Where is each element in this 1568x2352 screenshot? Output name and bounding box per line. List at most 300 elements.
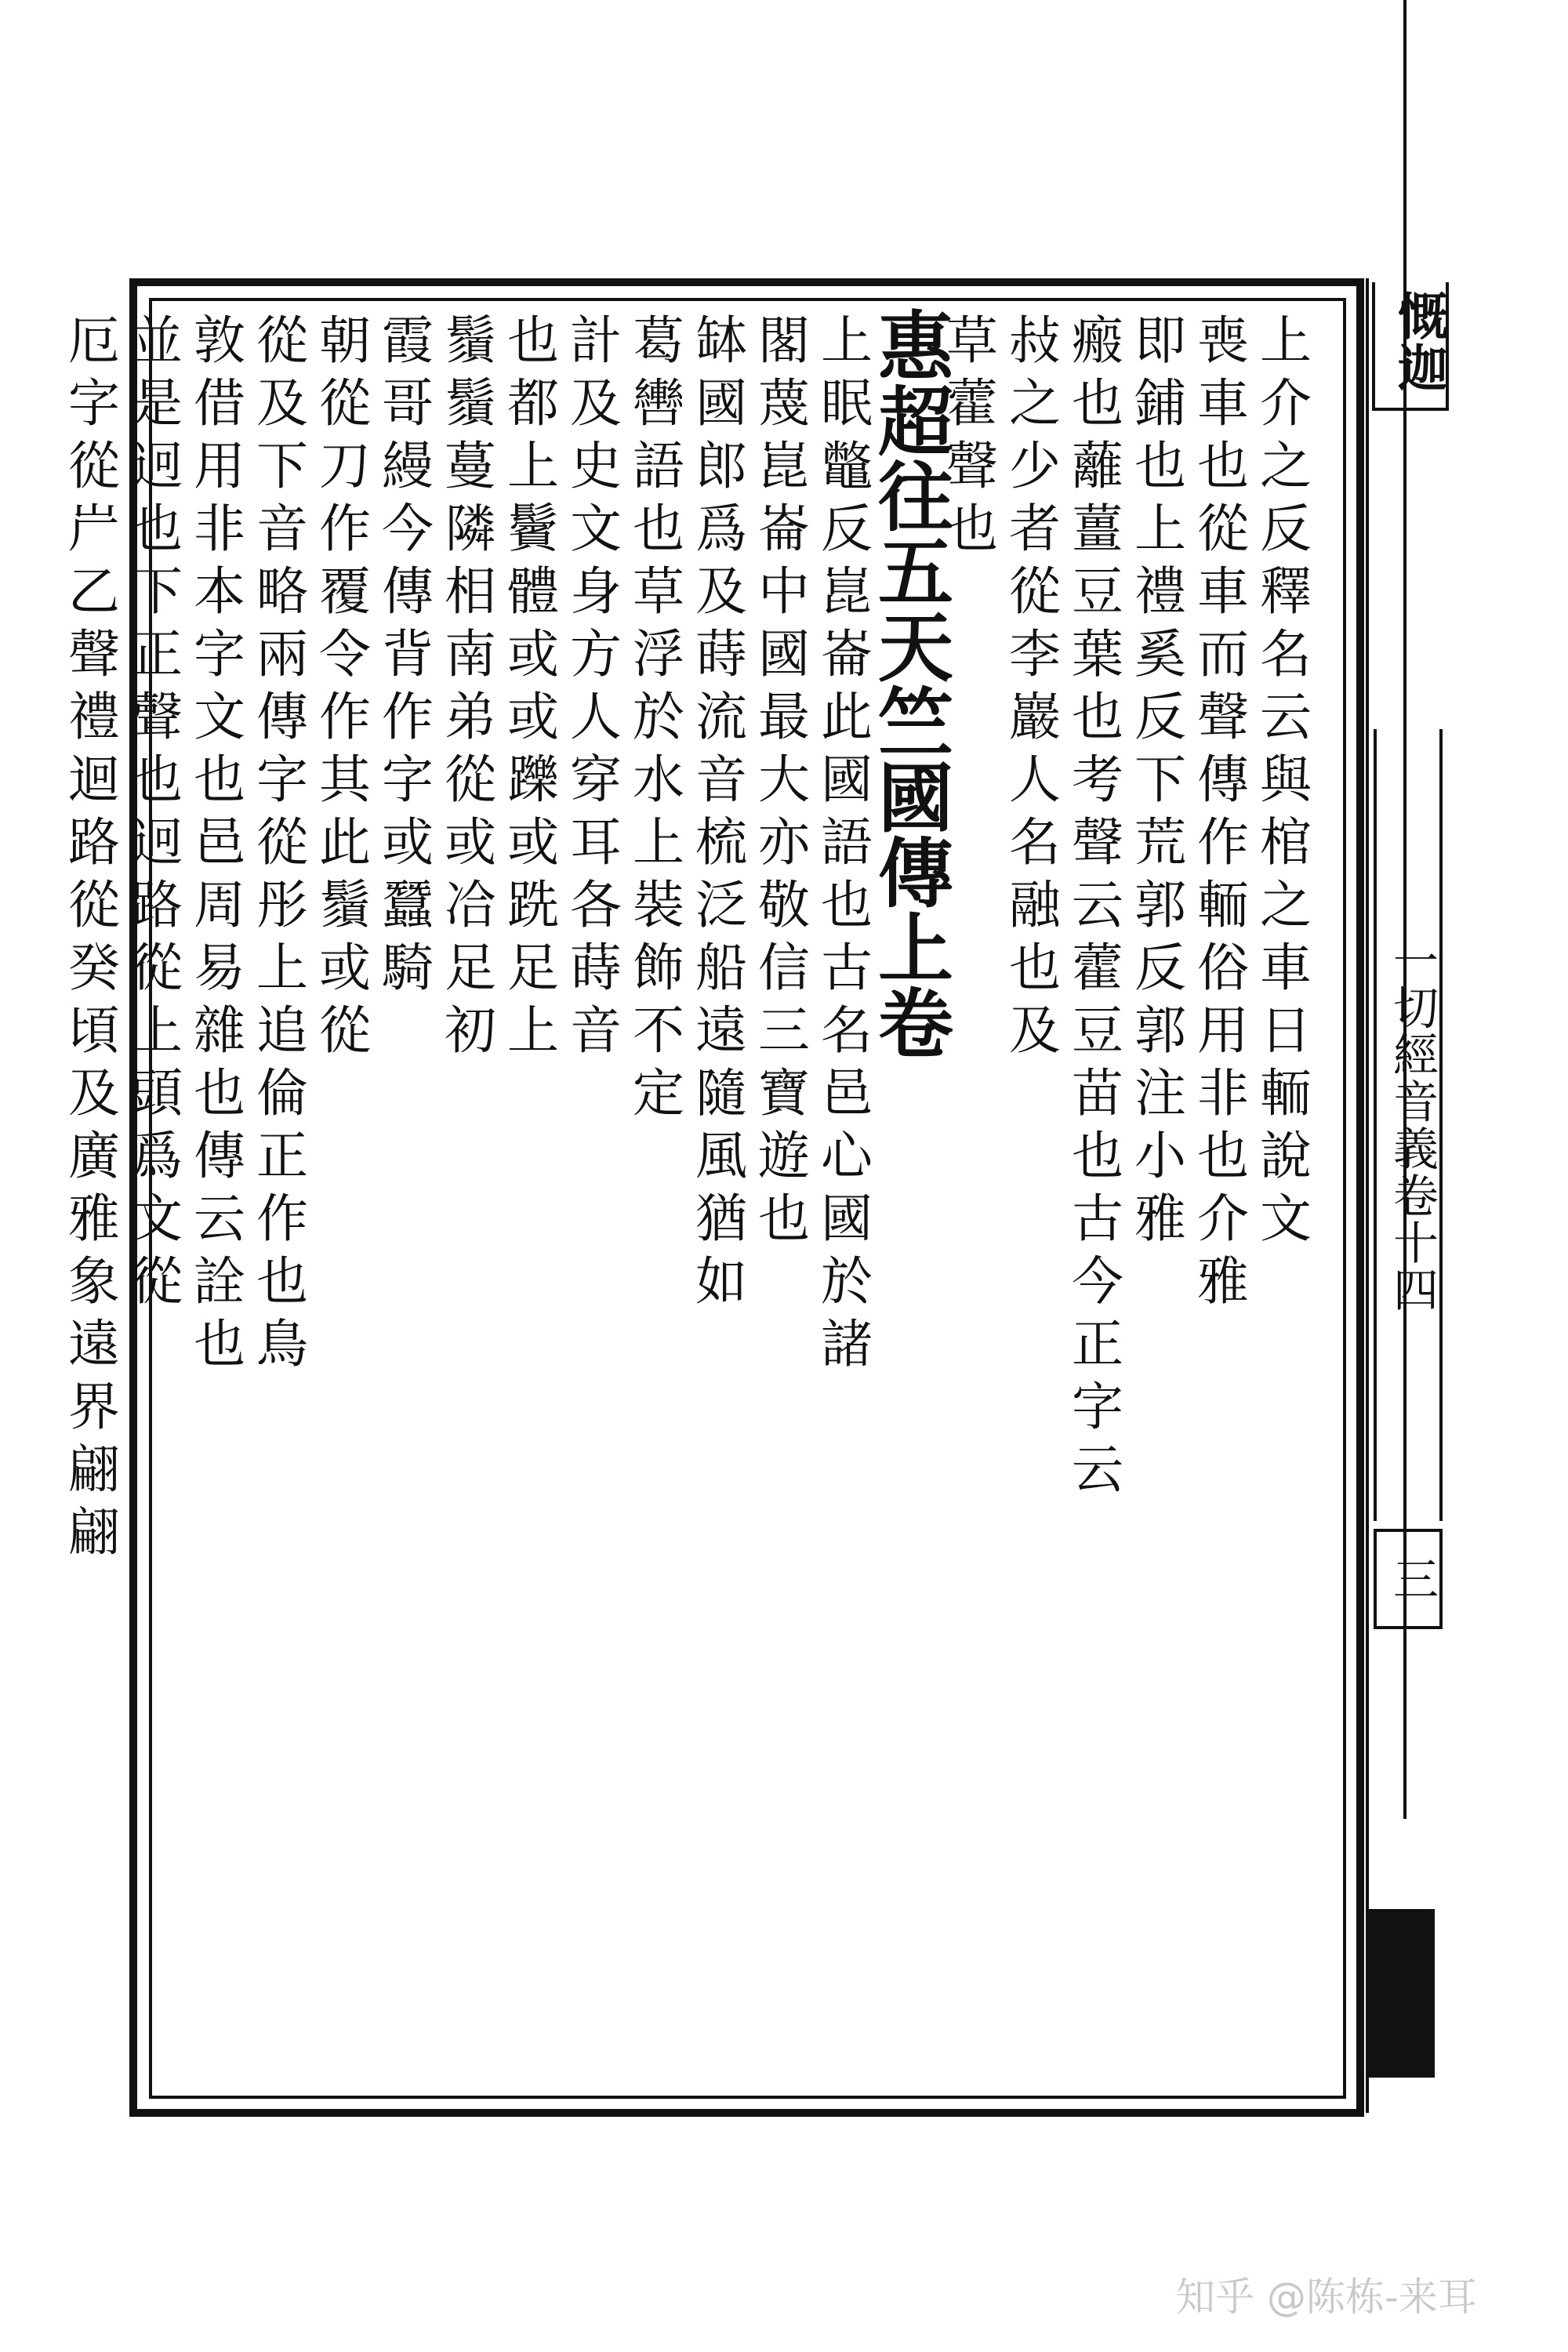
glyph: 五 bbox=[878, 528, 953, 617]
glyph: 此 bbox=[821, 687, 873, 747]
glyph: 作 bbox=[382, 687, 434, 747]
glyph: 閣 bbox=[758, 310, 810, 371]
glyph: 蘺 bbox=[1072, 436, 1123, 496]
glyph: 輀 bbox=[1197, 875, 1249, 935]
glyph: 蠶 bbox=[382, 875, 434, 935]
glyph: 彤 bbox=[256, 875, 308, 935]
glyph: 及 bbox=[1009, 1000, 1061, 1061]
glyph: 缽 bbox=[695, 310, 747, 371]
glyph: 國 bbox=[821, 750, 873, 810]
glyph: 國 bbox=[878, 754, 953, 843]
glyph: 鋪 bbox=[1134, 373, 1186, 434]
glyph: 猶 bbox=[695, 1189, 747, 1249]
glyph: 名 bbox=[1260, 624, 1312, 684]
glyph: 人 bbox=[570, 687, 622, 747]
glyph: 從 bbox=[131, 938, 183, 998]
glyph: 跣 bbox=[507, 875, 559, 935]
glyph: 中 bbox=[758, 561, 810, 622]
glyph: 心 bbox=[821, 1126, 873, 1186]
glyph: 國 bbox=[695, 373, 747, 434]
glyph: 傳 bbox=[382, 561, 434, 622]
glyph: 蔓 bbox=[445, 436, 496, 496]
glyph: 云 bbox=[1072, 1439, 1123, 1500]
glyph: 郎 bbox=[695, 436, 747, 496]
glyph: 藿 bbox=[1072, 938, 1123, 998]
glyph: 從 bbox=[256, 812, 308, 873]
glyph: 遠 bbox=[695, 1000, 747, 1061]
text-column bbox=[753, 310, 815, 2089]
glyph: 古 bbox=[821, 938, 873, 998]
glyph: 喪 bbox=[1197, 310, 1249, 371]
glyph: 古 bbox=[1072, 1189, 1123, 1249]
glyph: 從 bbox=[1197, 499, 1249, 559]
glyph: 下 bbox=[131, 561, 183, 622]
glyph: 足 bbox=[507, 938, 559, 998]
glyph: 而 bbox=[1197, 624, 1249, 684]
glyph: 巖 bbox=[1009, 687, 1061, 747]
glyph: 鬚 bbox=[445, 310, 496, 371]
glyph: 路 bbox=[68, 812, 120, 873]
glyph: 也 bbox=[256, 1251, 308, 1312]
glyph: 朝 bbox=[319, 310, 371, 371]
text-column bbox=[1066, 310, 1129, 2089]
glyph: 船 bbox=[695, 938, 747, 998]
glyph: 癸 bbox=[68, 938, 120, 998]
glyph: 也 bbox=[1197, 1126, 1249, 1186]
glyph: 雅 bbox=[1134, 1189, 1186, 1249]
glyph: 身 bbox=[570, 561, 622, 622]
glyph: 及 bbox=[695, 561, 747, 622]
glyph: 略 bbox=[256, 561, 308, 622]
glyph: 界 bbox=[68, 1377, 120, 1437]
glyph: 上 bbox=[256, 938, 308, 998]
glyph: 或 bbox=[319, 938, 371, 998]
glyph: 本 bbox=[194, 561, 245, 622]
glyph: 從 bbox=[131, 1251, 183, 1312]
glyph: 輀 bbox=[1260, 1063, 1312, 1123]
glyph: 敊 bbox=[1009, 310, 1061, 371]
text-column bbox=[1004, 310, 1066, 2089]
glyph: 此 bbox=[319, 812, 371, 873]
glyph: 今 bbox=[1072, 1251, 1123, 1312]
glyph: 鼈 bbox=[821, 436, 873, 496]
glyph: 遊 bbox=[758, 1126, 810, 1186]
glyph: 名 bbox=[1009, 812, 1061, 873]
margin-rule bbox=[1366, 278, 1369, 2113]
glyph: 隣 bbox=[445, 499, 496, 559]
glyph: 諸 bbox=[821, 1314, 873, 1374]
glyph: 草 bbox=[946, 310, 998, 371]
glyph: 也 bbox=[194, 1063, 245, 1123]
glyph: 國 bbox=[821, 1189, 873, 1249]
glyph: 葛 bbox=[633, 310, 684, 371]
glyph: 象 bbox=[68, 1251, 120, 1312]
glyph: 寶 bbox=[758, 1063, 810, 1123]
glyph: 草 bbox=[633, 561, 684, 622]
glyph: 於 bbox=[633, 687, 684, 747]
glyph: 融 bbox=[1009, 875, 1061, 935]
glyph: 雅 bbox=[1197, 1251, 1249, 1312]
glyph: 飾 bbox=[633, 938, 684, 998]
glyph: 上 bbox=[507, 1000, 559, 1061]
glyph: 字 bbox=[382, 750, 434, 810]
text-columns bbox=[68, 303, 1317, 2089]
margin-tab-top: 慨迦 bbox=[1372, 282, 1449, 411]
glyph: 蔑 bbox=[758, 373, 810, 434]
glyph: 或 bbox=[507, 812, 559, 873]
glyph: 易 bbox=[194, 938, 245, 998]
glyph: 苗 bbox=[1072, 1063, 1123, 1123]
glyph: 兩 bbox=[256, 624, 308, 684]
glyph: 鬚 bbox=[445, 373, 496, 434]
glyph: 三 bbox=[758, 1000, 810, 1061]
glyph: 豆 bbox=[1072, 1000, 1123, 1061]
glyph: 聲 bbox=[1197, 687, 1249, 747]
glyph: 說 bbox=[1260, 1126, 1312, 1186]
glyph: 竺 bbox=[878, 679, 953, 768]
glyph: 卷 bbox=[878, 980, 953, 1069]
glyph: 穿 bbox=[570, 750, 622, 810]
margin-book-title: 一切經音義卷十四 bbox=[1374, 729, 1443, 1521]
text-column bbox=[251, 310, 314, 2089]
glyph: 從 bbox=[445, 750, 496, 810]
glyph: 往 bbox=[878, 453, 953, 542]
glyph: 敦 bbox=[194, 310, 245, 371]
glyph: 翩 bbox=[68, 1439, 120, 1500]
glyph: 豆 bbox=[1072, 561, 1123, 622]
glyph: 哥 bbox=[382, 373, 434, 434]
text-column bbox=[502, 310, 564, 2089]
glyph: 與 bbox=[1260, 750, 1312, 810]
glyph: 聲 bbox=[68, 624, 120, 684]
glyph: 反 bbox=[1134, 938, 1186, 998]
text-column bbox=[314, 310, 376, 2089]
glyph: 郭 bbox=[1134, 875, 1186, 935]
text-column bbox=[125, 310, 188, 2089]
glyph: 郭 bbox=[1134, 1000, 1186, 1061]
glyph: 傳 bbox=[256, 687, 308, 747]
glyph: 文 bbox=[131, 1189, 183, 1249]
glyph: 雜 bbox=[194, 1000, 245, 1061]
glyph: 鳥 bbox=[256, 1314, 308, 1374]
glyph: 禮 bbox=[1134, 561, 1186, 622]
glyph: 覆 bbox=[319, 561, 371, 622]
glyph: 及 bbox=[68, 1063, 120, 1123]
glyph: 各 bbox=[570, 875, 622, 935]
glyph: 弟 bbox=[445, 687, 496, 747]
glyph: 上 bbox=[633, 812, 684, 873]
text-column bbox=[1129, 310, 1192, 2089]
glyph: 今 bbox=[382, 499, 434, 559]
text-column bbox=[1192, 310, 1254, 2089]
glyph: 從 bbox=[319, 1000, 371, 1061]
glyph: 從 bbox=[256, 310, 308, 371]
glyph: 云 bbox=[194, 1189, 245, 1249]
glyph: 及 bbox=[570, 373, 622, 434]
glyph: 足 bbox=[445, 938, 496, 998]
glyph: 水 bbox=[633, 750, 684, 810]
glyph: 惠 bbox=[878, 303, 953, 391]
glyph: 或 bbox=[445, 812, 496, 873]
glyph: 方 bbox=[570, 624, 622, 684]
glyph: 初 bbox=[445, 1000, 496, 1061]
glyph: 下 bbox=[256, 436, 308, 496]
glyph: 葉 bbox=[1072, 624, 1123, 684]
glyph: 不 bbox=[633, 1000, 684, 1061]
glyph: 瘢 bbox=[1072, 310, 1123, 371]
glyph: 敬 bbox=[758, 875, 810, 935]
glyph: 日 bbox=[1260, 1000, 1312, 1061]
glyph: 乙 bbox=[68, 561, 120, 622]
glyph: 倫 bbox=[256, 1063, 308, 1123]
glyph: 或 bbox=[507, 624, 559, 684]
glyph: 崑 bbox=[758, 436, 810, 496]
glyph: 正 bbox=[1072, 1314, 1123, 1374]
glyph: 信 bbox=[758, 938, 810, 998]
glyph: 轡 bbox=[633, 373, 684, 434]
glyph: 路 bbox=[131, 875, 183, 935]
text-column bbox=[439, 310, 502, 2089]
glyph: 車 bbox=[1260, 938, 1312, 998]
glyph: 小 bbox=[1134, 1126, 1186, 1186]
glyph: 從 bbox=[319, 373, 371, 434]
glyph: 下 bbox=[1134, 750, 1186, 810]
glyph: 爲 bbox=[695, 499, 747, 559]
glyph: 也 bbox=[1197, 436, 1249, 496]
glyph: 計 bbox=[570, 310, 622, 371]
glyph: 超 bbox=[878, 378, 953, 466]
glyph: 也 bbox=[1134, 436, 1186, 496]
glyph: 也 bbox=[1072, 687, 1123, 747]
glyph: 爲 bbox=[131, 1126, 183, 1186]
text-column bbox=[63, 310, 125, 2089]
glyph: 反 bbox=[1260, 499, 1312, 559]
glyph: 荒 bbox=[1134, 812, 1186, 873]
glyph: 梳 bbox=[695, 812, 747, 873]
glyph: 語 bbox=[821, 812, 873, 873]
glyph: 李 bbox=[1009, 624, 1061, 684]
glyph: 上 bbox=[131, 1000, 183, 1061]
glyph: 藿 bbox=[946, 373, 998, 434]
glyph: 邑 bbox=[821, 1063, 873, 1123]
glyph: 字 bbox=[68, 373, 120, 434]
glyph: 也 bbox=[131, 750, 183, 810]
glyph: 即 bbox=[1134, 310, 1186, 371]
glyph: 奚 bbox=[1134, 624, 1186, 684]
glyph: 及 bbox=[256, 373, 308, 434]
glyph: 上 bbox=[1134, 499, 1186, 559]
glyph: 反 bbox=[821, 499, 873, 559]
glyph: 迥 bbox=[131, 812, 183, 873]
glyph: 非 bbox=[194, 499, 245, 559]
glyph: 注 bbox=[1134, 1063, 1186, 1123]
glyph: 俗 bbox=[1197, 938, 1249, 998]
glyph: 也 bbox=[507, 310, 559, 371]
margin-black-block bbox=[1366, 1909, 1435, 2078]
glyph: 上 bbox=[878, 905, 953, 993]
glyph: 頃 bbox=[68, 1000, 120, 1061]
glyph: 迥 bbox=[131, 436, 183, 496]
glyph: 之 bbox=[1260, 875, 1312, 935]
glyph: 文 bbox=[570, 499, 622, 559]
glyph: 或 bbox=[507, 687, 559, 747]
glyph: 借 bbox=[194, 373, 245, 434]
glyph: 從 bbox=[1009, 561, 1061, 622]
glyph: 騎 bbox=[382, 938, 434, 998]
glyph: 詮 bbox=[194, 1251, 245, 1312]
glyph: 也 bbox=[758, 1189, 810, 1249]
text-column bbox=[627, 310, 690, 2089]
glyph: 雅 bbox=[68, 1189, 120, 1249]
glyph: 少 bbox=[1009, 436, 1061, 496]
glyph: 文 bbox=[1260, 1189, 1312, 1249]
glyph: 字 bbox=[256, 750, 308, 810]
glyph: 史 bbox=[570, 436, 622, 496]
glyph: 定 bbox=[633, 1063, 684, 1123]
glyph: 語 bbox=[633, 436, 684, 496]
glyph: 上 bbox=[821, 310, 873, 371]
glyph: 相 bbox=[445, 561, 496, 622]
glyph: 追 bbox=[256, 1000, 308, 1061]
glyph: 之 bbox=[1009, 373, 1061, 434]
glyph: 刀 bbox=[319, 436, 371, 496]
glyph: 最 bbox=[758, 687, 810, 747]
glyph: 屵 bbox=[68, 499, 120, 559]
glyph: 蒔 bbox=[570, 938, 622, 998]
glyph: 是 bbox=[131, 373, 183, 434]
glyph: 上 bbox=[1260, 310, 1312, 371]
glyph: 崙 bbox=[758, 499, 810, 559]
glyph: 大 bbox=[758, 750, 810, 810]
glyph: 南 bbox=[445, 624, 496, 684]
glyph: 鬢 bbox=[507, 499, 559, 559]
glyph: 傳 bbox=[878, 829, 953, 918]
glyph: 也 bbox=[946, 499, 998, 559]
glyph: 眠 bbox=[821, 373, 873, 434]
glyph: 都 bbox=[507, 373, 559, 434]
glyph: 鬚 bbox=[319, 875, 371, 935]
glyph: 云 bbox=[1072, 875, 1123, 935]
glyph: 國 bbox=[758, 624, 810, 684]
text-column bbox=[188, 310, 251, 2089]
glyph: 翩 bbox=[68, 1502, 120, 1563]
glyph: 用 bbox=[1197, 1000, 1249, 1061]
glyph: 禮 bbox=[68, 687, 120, 747]
glyph: 者 bbox=[1009, 499, 1061, 559]
glyph: 也 bbox=[194, 1314, 245, 1374]
glyph: 邑 bbox=[194, 812, 245, 873]
watermark: 知乎 @陈栋-来耳 bbox=[1176, 2274, 1477, 2320]
glyph: 躒 bbox=[507, 750, 559, 810]
glyph: 聲 bbox=[1072, 812, 1123, 873]
glyph: 之 bbox=[1260, 436, 1312, 496]
text-column bbox=[564, 310, 627, 2089]
glyph: 聲 bbox=[131, 687, 183, 747]
glyph: 於 bbox=[821, 1251, 873, 1312]
glyph: 風 bbox=[695, 1126, 747, 1186]
glyph: 作 bbox=[319, 687, 371, 747]
glyph: 泛 bbox=[695, 875, 747, 935]
glyph: 音 bbox=[695, 750, 747, 810]
glyph: 從 bbox=[68, 875, 120, 935]
glyph: 云 bbox=[1260, 687, 1312, 747]
glyph: 反 bbox=[1134, 687, 1186, 747]
glyph: 名 bbox=[821, 1000, 873, 1061]
glyph: 傳 bbox=[1197, 750, 1249, 810]
glyph: 背 bbox=[382, 624, 434, 684]
glyph: 頭 bbox=[131, 1063, 183, 1123]
glyph: 也 bbox=[1009, 938, 1061, 998]
text-column bbox=[815, 310, 878, 2089]
glyph: 也 bbox=[194, 750, 245, 810]
glyph: 如 bbox=[695, 1251, 747, 1312]
glyph: 也 bbox=[1072, 373, 1123, 434]
glyph: 蒔 bbox=[695, 624, 747, 684]
glyph: 令 bbox=[319, 624, 371, 684]
glyph: 裝 bbox=[633, 875, 684, 935]
glyph: 天 bbox=[878, 604, 953, 692]
glyph: 迴 bbox=[68, 750, 120, 810]
glyph: 字 bbox=[1072, 1377, 1123, 1437]
glyph: 並 bbox=[131, 310, 183, 371]
glyph: 車 bbox=[1197, 561, 1249, 622]
glyph: 從 bbox=[68, 436, 120, 496]
glyph: 正 bbox=[256, 1126, 308, 1186]
glyph: 縵 bbox=[382, 436, 434, 496]
glyph: 棺 bbox=[1260, 812, 1312, 873]
glyph: 作 bbox=[1197, 812, 1249, 873]
glyph: 音 bbox=[570, 1000, 622, 1061]
glyph: 體 bbox=[507, 561, 559, 622]
glyph: 薑 bbox=[1072, 499, 1123, 559]
glyph: 崙 bbox=[821, 624, 873, 684]
glyph: 隨 bbox=[695, 1063, 747, 1123]
glyph: 釋 bbox=[1260, 561, 1312, 622]
glyph: 周 bbox=[194, 875, 245, 935]
glyph: 作 bbox=[319, 499, 371, 559]
glyph: 遠 bbox=[68, 1314, 120, 1374]
glyph: 厄 bbox=[68, 310, 120, 371]
glyph: 亦 bbox=[758, 812, 810, 873]
glyph: 也 bbox=[633, 499, 684, 559]
margin-folio-number: 三 bbox=[1374, 1529, 1443, 1629]
glyph: 或 bbox=[382, 812, 434, 873]
glyph: 傳 bbox=[194, 1126, 245, 1186]
glyph: 介 bbox=[1197, 1189, 1249, 1249]
glyph: 聲 bbox=[946, 436, 998, 496]
glyph: 字 bbox=[194, 624, 245, 684]
glyph: 文 bbox=[194, 687, 245, 747]
glyph: 車 bbox=[1197, 373, 1249, 434]
chapter-heading-column bbox=[878, 303, 953, 2089]
glyph: 人 bbox=[1009, 750, 1061, 810]
text-column bbox=[376, 310, 439, 2089]
glyph: 廣 bbox=[68, 1126, 120, 1186]
glyph: 也 bbox=[1072, 1126, 1123, 1186]
glyph: 浮 bbox=[633, 624, 684, 684]
glyph: 正 bbox=[131, 624, 183, 684]
glyph: 流 bbox=[695, 687, 747, 747]
glyph: 上 bbox=[507, 436, 559, 496]
glyph: 其 bbox=[319, 750, 371, 810]
glyph: 也 bbox=[131, 499, 183, 559]
glyph: 霞 bbox=[382, 310, 434, 371]
glyph: 非 bbox=[1197, 1063, 1249, 1123]
glyph: 耳 bbox=[570, 812, 622, 873]
glyph: 作 bbox=[256, 1189, 308, 1249]
text-column bbox=[1254, 310, 1317, 2089]
glyph: 用 bbox=[194, 436, 245, 496]
